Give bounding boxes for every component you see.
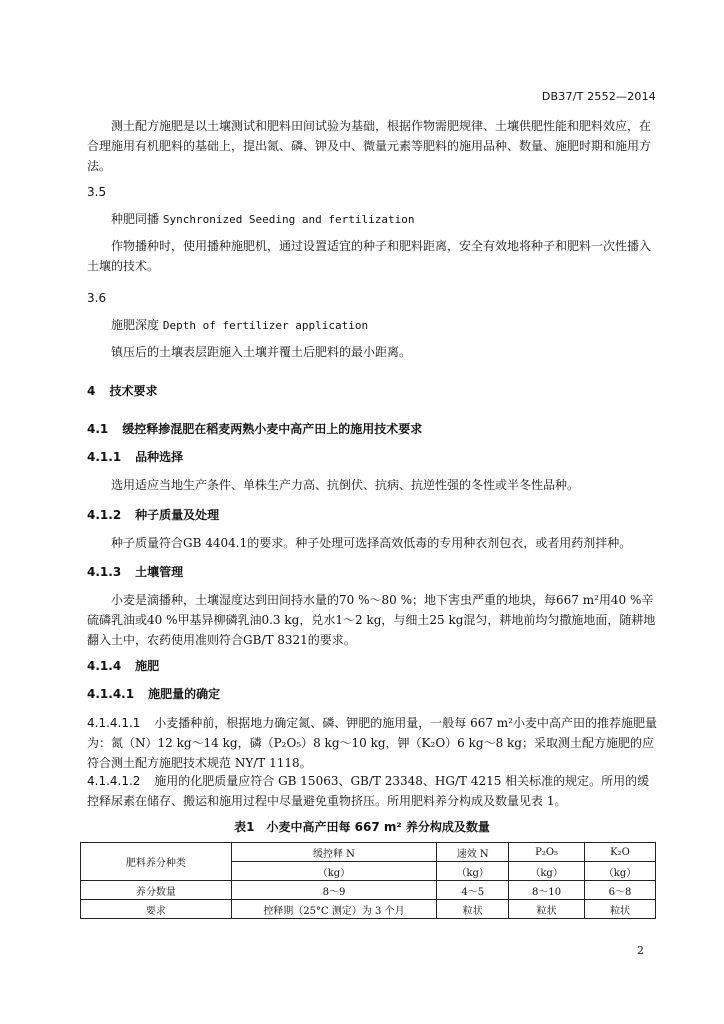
section-heading-4-1-3 (87, 562, 657, 582)
section-number-3-6: 3.6 (87, 291, 107, 305)
term-en: Synchronized Seeding and fertilization (162, 213, 415, 226)
heading-number: 4.1.2 (87, 508, 122, 522)
table-title: 表1 小麦中高产田每 667 m² 养分构成及数量 (234, 820, 490, 834)
paragraph-4-1-3: 小麦是滴播种，土壤湿度达到田间持水量的70 %～80 %；地下害虫严重的地块，每667 m²用40 %辛硫磷乳油或40 %甲基异柳磷乳油0.3 kg，兑水1～2 kg，与细土25 kg混匀，耕地前均匀撒施地面，随耕地翻入土中，农药使用准则符合GB/T 8321的要求。 (87, 593, 656, 647)
clause-text: 小麦播种前，根据地力确定氮、磷、钾肥的施用量，一般每 667 m²小麦中高产田的推荐施肥量为：氮（N）12 kg～14 kg，磷（P₂O₅）8 kg～10 kg，钾（K₂O）6 kg～8 kg；采取测土配方施肥的应符合测土配方施肥技术规范 NY/T 1118。 (87, 716, 657, 770)
table-cell: 粒状 (437, 900, 509, 919)
table-row (81, 881, 656, 900)
row-label: 养分数量 (81, 881, 232, 900)
column-header-unit: （kg） (231, 862, 437, 881)
clause-text: 施用的化肥质量应符合 GB 15063、GB/T 23348、HG/T 4215 相关标准的规定。所用的缓控释尿素在储存、搬运和施用过程中尽量避免重物挤压。所用肥料养分构成及数量见表 1。 (87, 774, 650, 808)
table-cell: 粒状 (509, 900, 585, 919)
definition-3-6: 镇压后的土壤表层距施入土壤并覆土后肥料的最小距离。 (111, 345, 412, 359)
heading-number: 4.1.4 (87, 659, 122, 673)
heading-title: 种子质量及处理 (135, 508, 220, 522)
term-3-6 (111, 315, 657, 336)
clause-4-1-4-1-2 (87, 771, 657, 811)
table-cell: 6～8 (585, 881, 656, 900)
row-label: 要求 (81, 900, 232, 919)
heading-title: 土壤管理 (135, 565, 184, 579)
table-header-label: 肥料养分种类 (81, 843, 232, 881)
section-number-3-5: 3.5 (87, 185, 107, 199)
column-header-unit: （kg） (509, 862, 585, 881)
page-number: 2 (637, 944, 644, 957)
intro-paragraph: 测土配方施肥是以土壤测试和肥料田间试验为基础，根据作物需肥规律、土壤供肥性能和肥料效应，在合理施用有机肥料的基础上，提出氮、磷、钾及中、微量元素等肥料的施用品种、数量、施肥时期和施用方法。 (87, 119, 652, 173)
column-header-name: 速效 N (437, 843, 509, 862)
definition-3-5: 作物播种时，使用播种施肥机，通过设置适宜的种子和肥料距离，安全有效地将种子和肥料一次性播入土壤的技术。 (87, 239, 652, 273)
term-cn: 种肥同播 (111, 212, 160, 226)
heading-number: 4.1.3 (87, 565, 122, 579)
heading-title: 施肥 (135, 659, 160, 673)
column-header-unit: （kg） (437, 862, 509, 881)
heading-number: 4.1.4.1 (87, 687, 135, 701)
table-cell: 8～10 (509, 881, 585, 900)
term-en: Depth of fertilizer application (162, 319, 369, 332)
section-heading-4-1-4-1 (87, 684, 657, 704)
document-code: DB37/T 2552—2014 (541, 90, 656, 103)
heading-title: 技术要求 (109, 384, 158, 398)
heading-number: 4.1.1 (87, 450, 122, 464)
clause-number: 4.1.4.1.1 (87, 716, 141, 730)
heading-title: 缓控释掺混肥在稻麦两熟小麦中高产田上的施用技术要求 (122, 422, 423, 436)
column-header-name: K₂O (585, 843, 656, 862)
table-row (81, 900, 656, 919)
clause-number: 4.1.4.1.2 (87, 774, 141, 788)
heading-number: 4 (87, 384, 96, 398)
table-cell: 控释期（25°C 测定）为 3 个月 (231, 900, 437, 919)
heading-number: 4.1 (87, 422, 109, 436)
section-heading-4 (87, 381, 657, 401)
nutrient-table (80, 842, 656, 919)
heading-title: 施肥量的确定 (148, 687, 221, 701)
term-3-5 (111, 209, 657, 230)
clause-4-1-4-1-1 (87, 713, 657, 773)
paragraph-4-1-1: 选用适应当地生产条件、单株生产力高、抗倒伏、抗病、抗逆性强的冬性或半冬性品种。 (111, 478, 580, 492)
paragraph-4-1-2: 种子质量符合GB 4404.1的要求。种子处理可选择高效低毒的专用种衣剂包衣，或者用药剂拌种。 (111, 536, 632, 550)
column-header-unit: （kg） (585, 862, 656, 881)
column-header-name: 缓控释 N (231, 843, 437, 862)
term-cn: 施肥深度 (111, 318, 160, 332)
table-cell: 8～9 (231, 881, 437, 900)
heading-title: 品种选择 (135, 450, 184, 464)
table-cell: 粒状 (585, 900, 656, 919)
column-header-name: P₂O₅ (509, 843, 585, 862)
section-heading-4-1-2 (87, 505, 657, 525)
table-cell: 4～5 (437, 881, 509, 900)
section-heading-4-1 (87, 419, 657, 439)
table-header-row (81, 843, 656, 862)
section-heading-4-1-4 (87, 656, 657, 676)
section-heading-4-1-1 (87, 447, 657, 467)
